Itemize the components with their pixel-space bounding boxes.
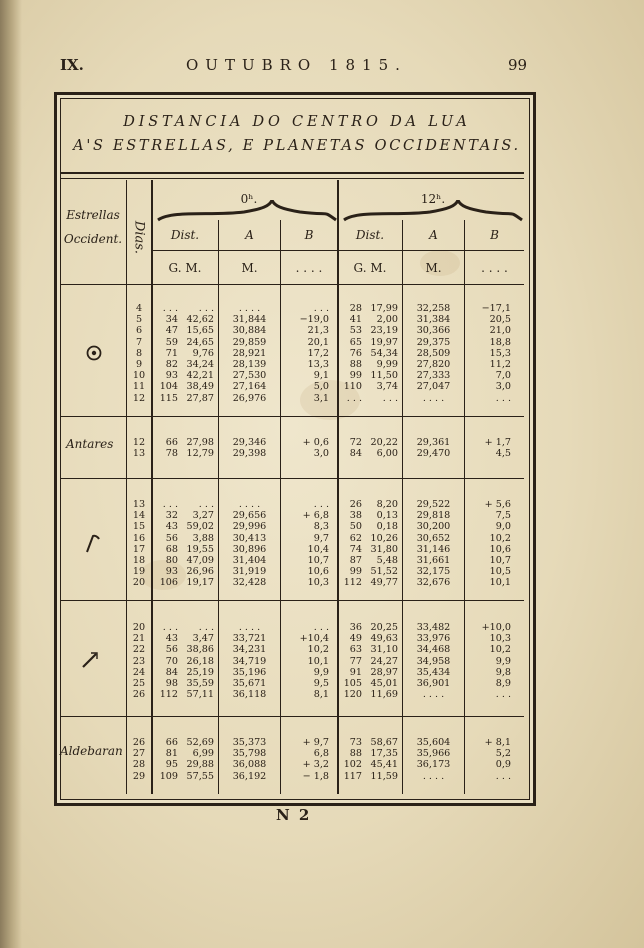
a-0h-cell: . . . . 31,844 30,884 29,859 28,921 28,139 27,530 27,164 26,976 <box>232 303 267 404</box>
header-bottom-rule <box>60 284 524 285</box>
minutes-0h-cell: . . . 3,27 59,02 3,88 19,55 47,09 26,96 19,17 <box>186 499 214 589</box>
minutes-12h-cell: 20,22 6,00 <box>370 437 398 460</box>
a-header-0h: A <box>245 228 254 242</box>
b-12h-cell: + 5,6 7,5 9,0 10,2 10,6 10,7 10,5 10,1 <box>484 499 511 589</box>
b-0h-cell: + 9,7 6,8 + 3,2 − 1,8 <box>302 737 329 782</box>
minutes-0h-cell: . . . 42,62 15,65 24,65 9,76 34,24 42,21 38,49 27,87 <box>186 303 214 404</box>
saturn-symbol-icon <box>82 532 102 554</box>
column-rule <box>126 180 127 794</box>
section-rule <box>60 416 524 417</box>
unit-gm-12h: G. M. <box>353 261 387 275</box>
dist-header-0h: Dist. <box>170 228 200 242</box>
stars-header: Estrellas <box>66 208 120 222</box>
unit-b-0h: . . . . <box>295 261 323 275</box>
a-12h-cell: 29,361 29,470 <box>416 437 451 460</box>
b-12h-cell: + 1,7 4,5 <box>484 437 511 460</box>
a-0h-cell: 29,346 29,398 <box>232 437 267 460</box>
a-12h-cell: 35,604 35,966 36,173 . . . . <box>416 737 451 782</box>
mars-symbol-icon <box>80 650 100 670</box>
a-12h-cell: 32,258 31,384 30,366 29,375 28,509 27,820 27,333 27,047 . . . . <box>416 303 451 404</box>
minutes-12h-cell: 17,99 2,00 23,19 19,97 54,34 9,99 11,50 3,74 . . . <box>370 303 398 404</box>
dist-header-12h: Dist. <box>355 228 385 242</box>
unit-m-12h: M. <box>425 261 442 275</box>
days-cell: 12 13 <box>132 437 146 460</box>
minutes-12h-cell: 20,25 49,63 31,10 24,27 28,97 45,01 11,69 <box>370 622 398 701</box>
degrees-0h-cell: . . . 43 56 70 84 98 112 <box>159 622 178 701</box>
title-rule <box>60 172 524 174</box>
printer-signature-mark: N 2 <box>276 806 312 824</box>
a-12h-cell: 29,522 29,818 30,200 30,652 31,146 31,661 32,175 32,676 <box>416 499 451 589</box>
days-header: Dias. <box>131 220 147 255</box>
degrees-12h-cell: 26 38 50 62 74 87 99 112 <box>343 499 362 589</box>
b-0h-cell: . . . + 6,8 8,3 9,7 10,4 10,7 10,6 10,3 <box>302 499 329 589</box>
a-0h-cell: . . . . 33,721 34,231 34,719 35,196 35,671 36,118 <box>232 622 267 701</box>
running-title: OUTUBRO 1815. <box>186 56 407 74</box>
b-0h-cell: . . . −19,0 21,3 20,1 17,2 13,3 9,1 5,0 3,1 <box>299 303 329 404</box>
days-cell: 4 5 6 7 8 9 10 11 12 <box>132 303 146 404</box>
page-gutter-shadow <box>0 0 22 948</box>
degrees-12h-cell: 28 41 53 65 76 88 99 110 . . . <box>343 303 362 404</box>
table-title-line-2: A'S ESTRELLAS, E PLANETAS OCCIDENTAIS. <box>73 138 521 154</box>
degrees-0h-cell: . . . 32 43 56 68 80 93 106 <box>159 499 178 589</box>
title-rule-inner <box>60 178 524 179</box>
b-12h-cell: + 8,1 5,2 0,9 . . . <box>484 737 511 782</box>
degrees-12h-cell: 72 84 <box>349 437 362 460</box>
minutes-0h-cell: 27,98 12,79 <box>186 437 214 460</box>
days-cell: 26 27 28 29 <box>132 737 146 782</box>
minutes-0h-cell: . . . 3,47 38,86 26,18 25,19 35,59 57,11 <box>186 622 214 701</box>
minutes-0h-cell: 52,69 6,99 29,88 57,55 <box>186 737 214 782</box>
section-rule <box>60 600 524 601</box>
star-name: Aldebaran <box>60 744 123 758</box>
b-12h-cell: +10,0 10,3 10,2 9,9 9,8 8,9 . . . <box>481 622 511 701</box>
a-0h-cell: 35,373 35,798 36,088 36,192 <box>232 737 267 782</box>
sun-symbol-icon <box>85 344 103 362</box>
minutes-12h-cell: 8,20 0,13 0,18 10,26 31,80 5,48 51,52 49,77 <box>370 499 398 589</box>
a-12h-cell: 33,482 33,976 34,468 34,958 35,434 36,901 . . . . <box>416 622 451 701</box>
time-header-12h: 12ʰ. <box>420 192 446 206</box>
stars-header: Occident. <box>63 232 123 246</box>
b-0h-cell: . . . +10,4 10,2 10,1 9,9 9,5 8,1 <box>299 622 329 701</box>
minutes-12h-cell: 58,67 17,35 45,41 11,59 <box>370 737 398 782</box>
b-12h-cell: −17,1 20,5 21,0 18,8 15,3 11,2 7,0 3,0 . . . <box>481 303 511 404</box>
unit-gm-0h: G. M. <box>168 261 202 275</box>
section-rule <box>60 716 524 717</box>
degrees-12h-cell: 36 49 63 77 91 105 120 <box>343 622 362 701</box>
b-header-0h: B <box>304 228 314 242</box>
degrees-0h-cell: 66 78 <box>165 437 178 460</box>
header-braces <box>152 200 524 224</box>
days-cell: 13 14 15 16 17 18 19 20 <box>132 499 146 589</box>
b-0h-cell: + 0,6 3,0 <box>302 437 329 460</box>
section-number: IX. <box>60 56 84 74</box>
time-header-0h: 0ʰ. <box>240 192 258 206</box>
degrees-0h-cell: 66 81 95 109 <box>159 737 178 782</box>
degrees-12h-cell: 73 88 102 117 <box>343 737 362 782</box>
section-rule <box>60 478 524 479</box>
b-header-12h: B <box>490 228 499 242</box>
degrees-0h-cell: . . . 34 47 59 71 82 93 104 115 <box>159 303 178 404</box>
star-name: Antares <box>66 437 114 451</box>
a-header-12h: A <box>429 228 438 242</box>
table-title-line-1: DISTANCIA DO CENTRO DA LUA <box>123 114 471 130</box>
days-cell: 20 21 22 23 24 25 26 <box>132 622 146 701</box>
unit-m-0h: M. <box>241 261 258 275</box>
unit-b-12h: . . . . <box>481 261 508 275</box>
page-number: 99 <box>508 56 528 74</box>
a-0h-cell: . . . . 29,656 29,996 30,413 30,896 31,404 31,919 32,428 <box>232 499 267 589</box>
